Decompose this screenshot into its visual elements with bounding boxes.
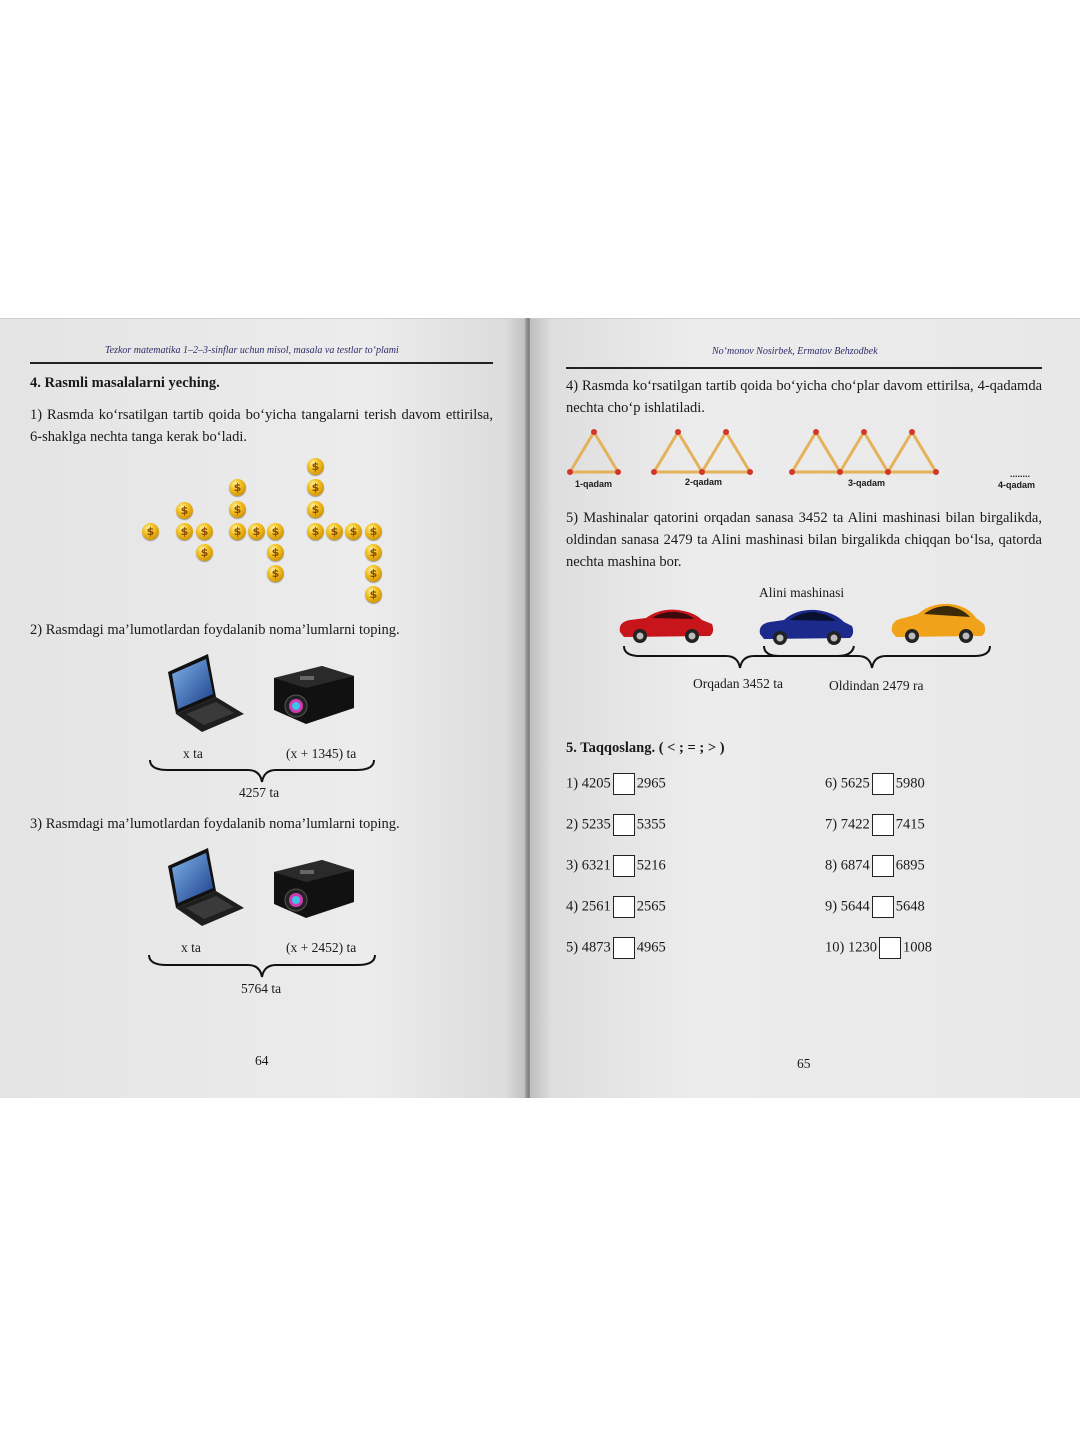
q3-total: 5764 ta: [241, 981, 282, 996]
q2-total: 4257 ta: [239, 785, 280, 800]
dollar-coin-icon: $: [307, 479, 324, 496]
left-header: Tezkor matematika 1–2–3-sinflar uchun misol, masala va testlar to‘plami: [105, 345, 399, 356]
answer-box[interactable]: [872, 814, 894, 836]
section-title-5: 5. Taqqoslang. ( < ; = ; > ): [566, 740, 725, 756]
dollar-coin-icon: $: [365, 544, 382, 561]
compare-item-4: 4) 2561 2565: [566, 896, 666, 918]
curly-brace-icon: [622, 644, 994, 674]
step-3-label: 3-qadam: [848, 478, 886, 488]
dollar-coin-icon: $: [365, 565, 382, 582]
right-header-rule: [566, 367, 1042, 369]
dollar-coin-icon: $: [326, 523, 343, 540]
q2-right-label: (x + 1345) ta: [286, 746, 357, 761]
dollar-coin-icon: $: [229, 501, 246, 518]
dollar-coin-icon: $: [229, 479, 246, 496]
answer-box[interactable]: [613, 896, 635, 918]
laptop-icon: [158, 652, 248, 732]
dollar-coin-icon: $: [248, 523, 265, 540]
question-5: 5) Mashinalar qatorini orqadan sanasa 3452 ta Alini mashinasi bilan birgalikda, oldindan sanasa 2479 ta Alini mashinasi bilan birgalikda chiqqan bo‘lsa, qatorda nechta mashina bor.: [566, 510, 1042, 570]
answer-box[interactable]: [613, 814, 635, 836]
back-count-label: Orqadan 3452 ta: [693, 676, 783, 691]
compare-item-3: 3) 6321 5216: [566, 855, 666, 877]
dollar-coin-icon: $: [345, 523, 362, 540]
laptop-icon: [158, 846, 248, 926]
q2-left-label: x ta: [183, 746, 203, 761]
car-icon: [756, 606, 856, 646]
answer-box[interactable]: [613, 937, 635, 959]
question-4: 4) Rasmda ko‘rsatilgan tartib qoida bo‘yicha cho‘plar davom ettirilsa, 4-qadamda nechta cho‘p ishlatiladi.: [566, 378, 1042, 416]
answer-box[interactable]: [879, 937, 901, 959]
projector-icon: [270, 858, 356, 920]
compare-item-8: 8) 6874 6895: [825, 855, 925, 877]
compare-item-10: 10) 1230 1008: [825, 937, 932, 959]
alini-car-label: Alini mashinasi: [759, 585, 845, 600]
dollar-coin-icon: $: [307, 501, 324, 518]
answer-box[interactable]: [872, 773, 894, 795]
dollar-coin-icon: $: [196, 544, 213, 561]
dollar-coin-icon: $: [365, 586, 382, 603]
dollar-coin-icon: $: [307, 458, 324, 475]
q3-left-label: x ta: [181, 940, 201, 955]
q3-right-label: (x + 2452) ta: [286, 940, 357, 955]
dollar-coin-icon: $: [365, 523, 382, 540]
answer-box[interactable]: [613, 855, 635, 877]
dollar-coin-icon: $: [267, 544, 284, 561]
dollar-coin-icon: $: [176, 502, 193, 519]
matchstick-pattern: [566, 426, 946, 478]
question-1: 1) Rasmda ko‘rsatilgan tartib qoida bo‘yicha tangalarni terish davom ettirilsa, 6-shaklga nechta tanga kerak bo‘ladi.: [30, 407, 493, 445]
curly-brace-icon: [148, 758, 376, 784]
step-4-label: 4-qadam: [998, 480, 1036, 490]
dollar-coin-icon: $: [267, 523, 284, 540]
front-count-label: Oldindan 2479 ra: [829, 678, 924, 693]
car-icon: [888, 600, 988, 646]
question-3: 3) Rasmdagi ma’lumotlardan foydalanib noma’lumlarni toping.: [30, 816, 400, 832]
dollar-coin-icon: $: [307, 523, 324, 540]
compare-item-1: 1) 4205 2965: [566, 773, 666, 795]
dollar-coin-icon: $: [229, 523, 246, 540]
dollar-coin-icon: $: [196, 523, 213, 540]
answer-box[interactable]: [872, 855, 894, 877]
compare-item-5: 5) 4873 4965: [566, 937, 666, 959]
compare-item-2: 2) 5235 5355: [566, 814, 666, 836]
projector-icon: [270, 664, 356, 726]
right-page-number: 65: [797, 1056, 811, 1071]
step-1-label: 1-qadam: [575, 479, 613, 489]
left-page-number: 64: [255, 1053, 269, 1068]
compare-item-9: 9) 5644 5648: [825, 896, 925, 918]
car-icon: [616, 606, 716, 644]
answer-box[interactable]: [872, 896, 894, 918]
answer-box[interactable]: [613, 773, 635, 795]
right-header: No‘monov Nosirbek, Ermatov Behzodbek: [712, 346, 878, 357]
step-2-label: 2-qadam: [685, 477, 723, 487]
dollar-coin-icon: $: [267, 565, 284, 582]
dollar-coin-icon: $: [142, 523, 159, 540]
compare-item-7: 7) 7422 7415: [825, 814, 925, 836]
compare-item-6: 6) 5625 5980: [825, 773, 925, 795]
curly-brace-icon: [147, 953, 377, 979]
step-4-dots: ........: [1010, 469, 1031, 479]
dollar-coin-icon: $: [176, 523, 193, 540]
question-2: 2) Rasmdagi ma’lumotlardan foydalanib noma’lumlarni toping.: [30, 622, 400, 638]
section-title-4: 4. Rasmli masalalarni yeching.: [30, 375, 220, 391]
left-header-rule: [30, 362, 493, 364]
